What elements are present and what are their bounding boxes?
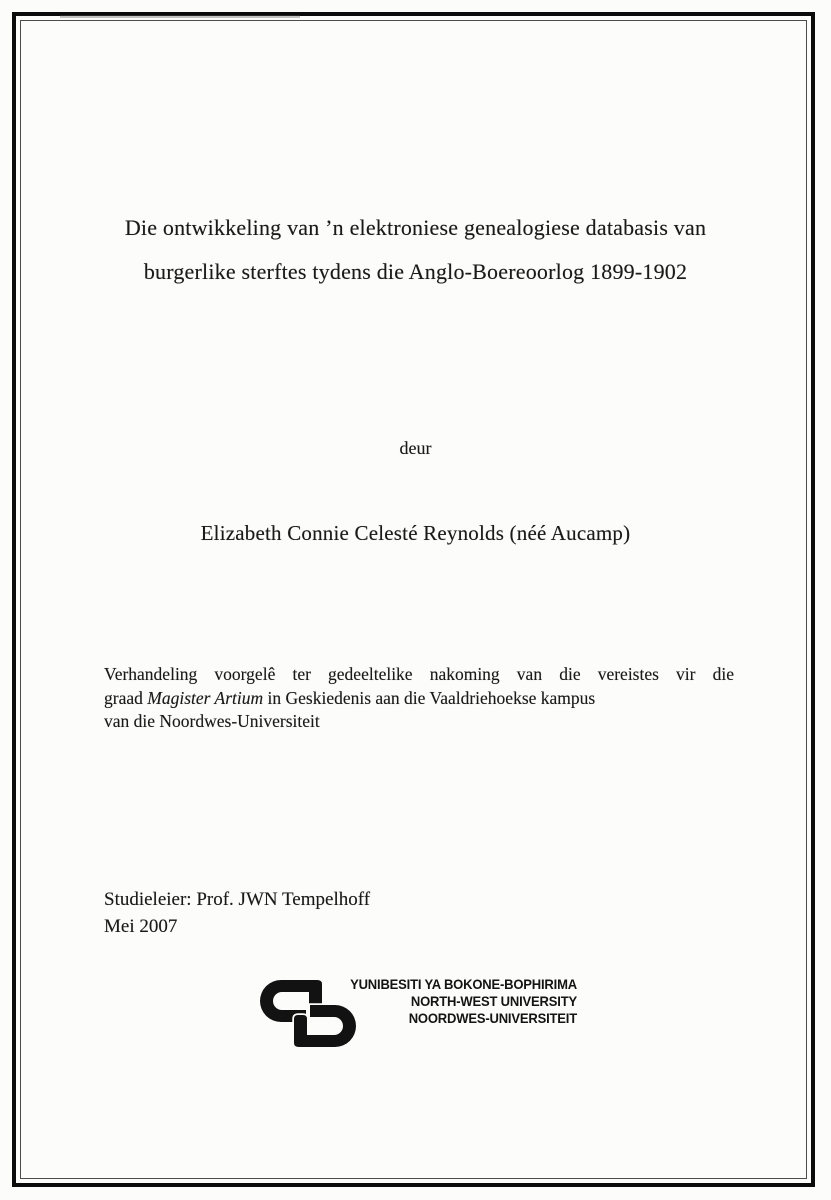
thesis-title xyxy=(40,206,791,294)
submission-line2-pre: graad xyxy=(104,687,148,708)
nwu-logo-wordmark xyxy=(350,976,577,1027)
supervisor-line: Studieleier: Prof. JWN Tempelhoff xyxy=(104,889,371,910)
logo-line-english: NORTH-WEST UNIVERSITY xyxy=(410,993,577,1009)
scan-artifact xyxy=(60,15,300,18)
submission-line1: Verhandeling voorgelê ter gedeeltelike nakoming van die vereistes vir die xyxy=(104,664,734,684)
byline-label: deur xyxy=(399,438,432,458)
submission-line2-post: in Geskiedenis aan die Vaaldriehoekse kampus xyxy=(263,687,596,708)
submission-statement xyxy=(104,663,734,734)
thesis-title-line2: burgerlike sterftes tydens die Anglo-Boereoorlog 1899-1902 xyxy=(143,259,688,284)
degree-name-italic: Magister Artium xyxy=(147,687,264,708)
submission-line2 xyxy=(104,687,734,711)
date-line: Mei 2007 xyxy=(104,916,178,937)
thesis-title-line1: Die ontwikkeling van ’n elektroniese genealogiese databasis van xyxy=(124,215,707,240)
logo-line-setswana: YUNIBESITI YA BOKONE-BOPHIRIMA xyxy=(350,976,577,992)
author-name: Elizabeth Connie Celesté Reynolds (néé Aucamp) xyxy=(200,521,631,545)
supervisor-block xyxy=(104,886,370,940)
submission-line3: van die Noordwes-Universiteit xyxy=(104,711,320,731)
logo-line-afrikaans: NOORDWES-UNIVERSITEIT xyxy=(408,1010,577,1026)
nwu-chain-links-logo-icon xyxy=(259,978,357,1048)
